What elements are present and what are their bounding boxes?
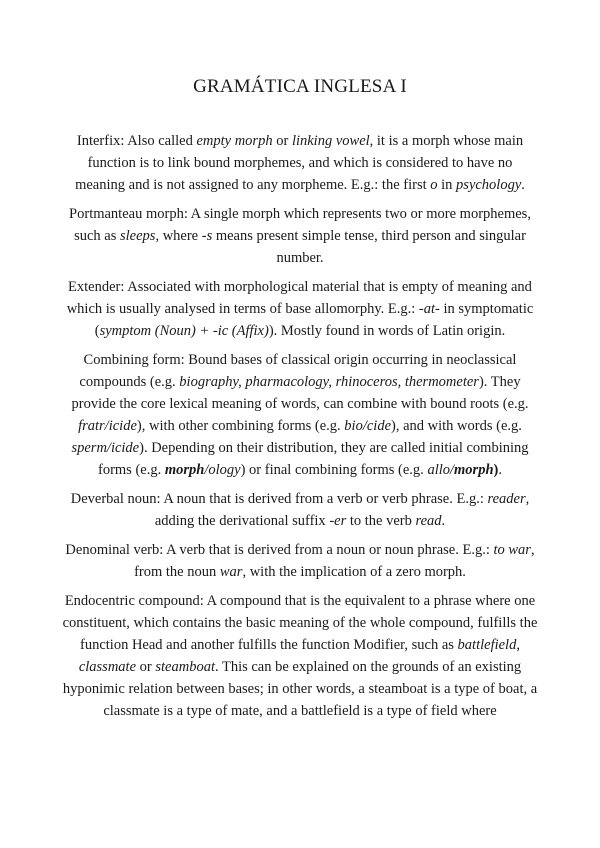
italic-term: battlefield	[457, 637, 517, 653]
italic-term: sleeps	[120, 228, 156, 244]
entry-text: , it is a morph whose main function is to link bound morphemes, and which is considered to have no meaning and is not assigned to any morpheme. E.g.: the first	[75, 133, 524, 193]
italic-term: classmate	[78, 659, 137, 675]
entry-text: ) or final combining forms (e.g.	[240, 462, 428, 478]
entry-text: ). They provide the core lexical meaning of words, can combine with bound roots (e.g.	[71, 374, 529, 412]
entry-text: Portmanteau morph: A single morph which represents two or more morphemes, such as	[69, 206, 531, 244]
italic-term: fratr/icide	[78, 418, 137, 434]
entry-text: ). Mostly found in words of Latin origin.	[268, 323, 506, 339]
entry-text: Endocentric compound: A compound that is the equivalent to a phrase where one constituent, which contains the basic meaning of the whole compound, fulfills the function Head and another fulfills the function Modifier, such as	[62, 593, 538, 653]
entry-text: Interfix: Also called	[76, 133, 197, 149]
glossary-entry-extender	[62, 276, 538, 342]
entry-text: .	[521, 177, 525, 193]
glossary-entry-portmanteau-morph	[62, 203, 538, 269]
entry-text: , adding the derivational suffix	[154, 491, 530, 529]
italic-term: biography, pharmacology, rhinoceros, thermometer	[179, 374, 479, 390]
italic-term: sperm/icide	[71, 440, 140, 456]
entry-text: or	[136, 659, 156, 675]
italic-term: read	[415, 513, 442, 529]
glossary-entry-deverbal-noun	[62, 488, 538, 532]
italic-term: -s	[201, 228, 213, 244]
entry-text: Combining form: Bound bases of classical origin occurring in neoclassical compounds (e.g.	[79, 352, 517, 390]
glossary-entry-endocentric-compound	[62, 590, 538, 722]
italic-term: war	[219, 564, 243, 580]
entry-text: .	[441, 513, 446, 529]
entry-text: )	[493, 462, 499, 478]
glossary-entry-combining-form	[62, 349, 538, 481]
entry-text: . This can be explained on the grounds of an existing hyponimic relation between bases; in other words, a steamboat is a type of boat, a classmate is a type of mate, and a battlefield is a type of field where	[62, 659, 538, 719]
italic-term: morph	[164, 462, 205, 478]
entry-text: .	[498, 462, 502, 478]
entry-text: in symptomatic (	[94, 301, 534, 339]
entry-text: Denominal verb: A verb that is derived from a noun or noun phrase. E.g.:	[65, 542, 494, 558]
italic-term: to war	[493, 542, 531, 558]
entry-text: , from the noun	[134, 542, 535, 580]
page-title: GRAMÁTICA INGLESA I	[193, 76, 407, 97]
entry-text: Deverbal noun: A noun that is derived from a verb or verb phrase. E.g.:	[70, 491, 488, 507]
glossary-entry-interfix	[62, 130, 538, 196]
italic-term: morph	[454, 462, 494, 478]
entry-text: Extender: Associated with morphological material that is empty of meaning and which is usually analysed in terms of base allomorphy. E.g.:	[66, 279, 532, 317]
glossary-content	[62, 130, 538, 729]
italic-term: bio/cide	[344, 418, 392, 434]
italic-term: /ology	[204, 462, 241, 478]
entry-text: ), with other combining forms (e.g.	[136, 418, 345, 434]
italic-term: psychology	[456, 177, 522, 193]
entry-text: , where	[155, 228, 202, 244]
italic-term: -at-	[418, 301, 440, 317]
entry-text: ,	[516, 637, 520, 653]
entry-text: ), and with words (e.g.	[391, 418, 522, 434]
entry-text: , with the implication of a zero morph.	[242, 564, 466, 580]
entry-text: ). Depending on their distribution, they are called initial combining forms (e.g.	[98, 440, 529, 478]
entry-text: in	[437, 177, 457, 193]
italic-term: empty morph	[196, 133, 273, 149]
italic-term: reader	[487, 491, 526, 507]
entry-text: means present simple tense, third person and singular number.	[212, 228, 526, 266]
entry-text: or	[272, 133, 292, 149]
italic-term: linking vowel	[291, 133, 370, 149]
italic-term: o	[430, 177, 438, 193]
italic-term: -er	[329, 513, 347, 529]
italic-term: allo/	[427, 462, 455, 478]
italic-term: symptom (Noun) + -ic (Affix)	[99, 323, 269, 339]
entry-text: to the verb	[346, 513, 416, 529]
italic-term: steamboat	[155, 659, 215, 675]
glossary-entry-denominal-verb	[62, 539, 538, 583]
